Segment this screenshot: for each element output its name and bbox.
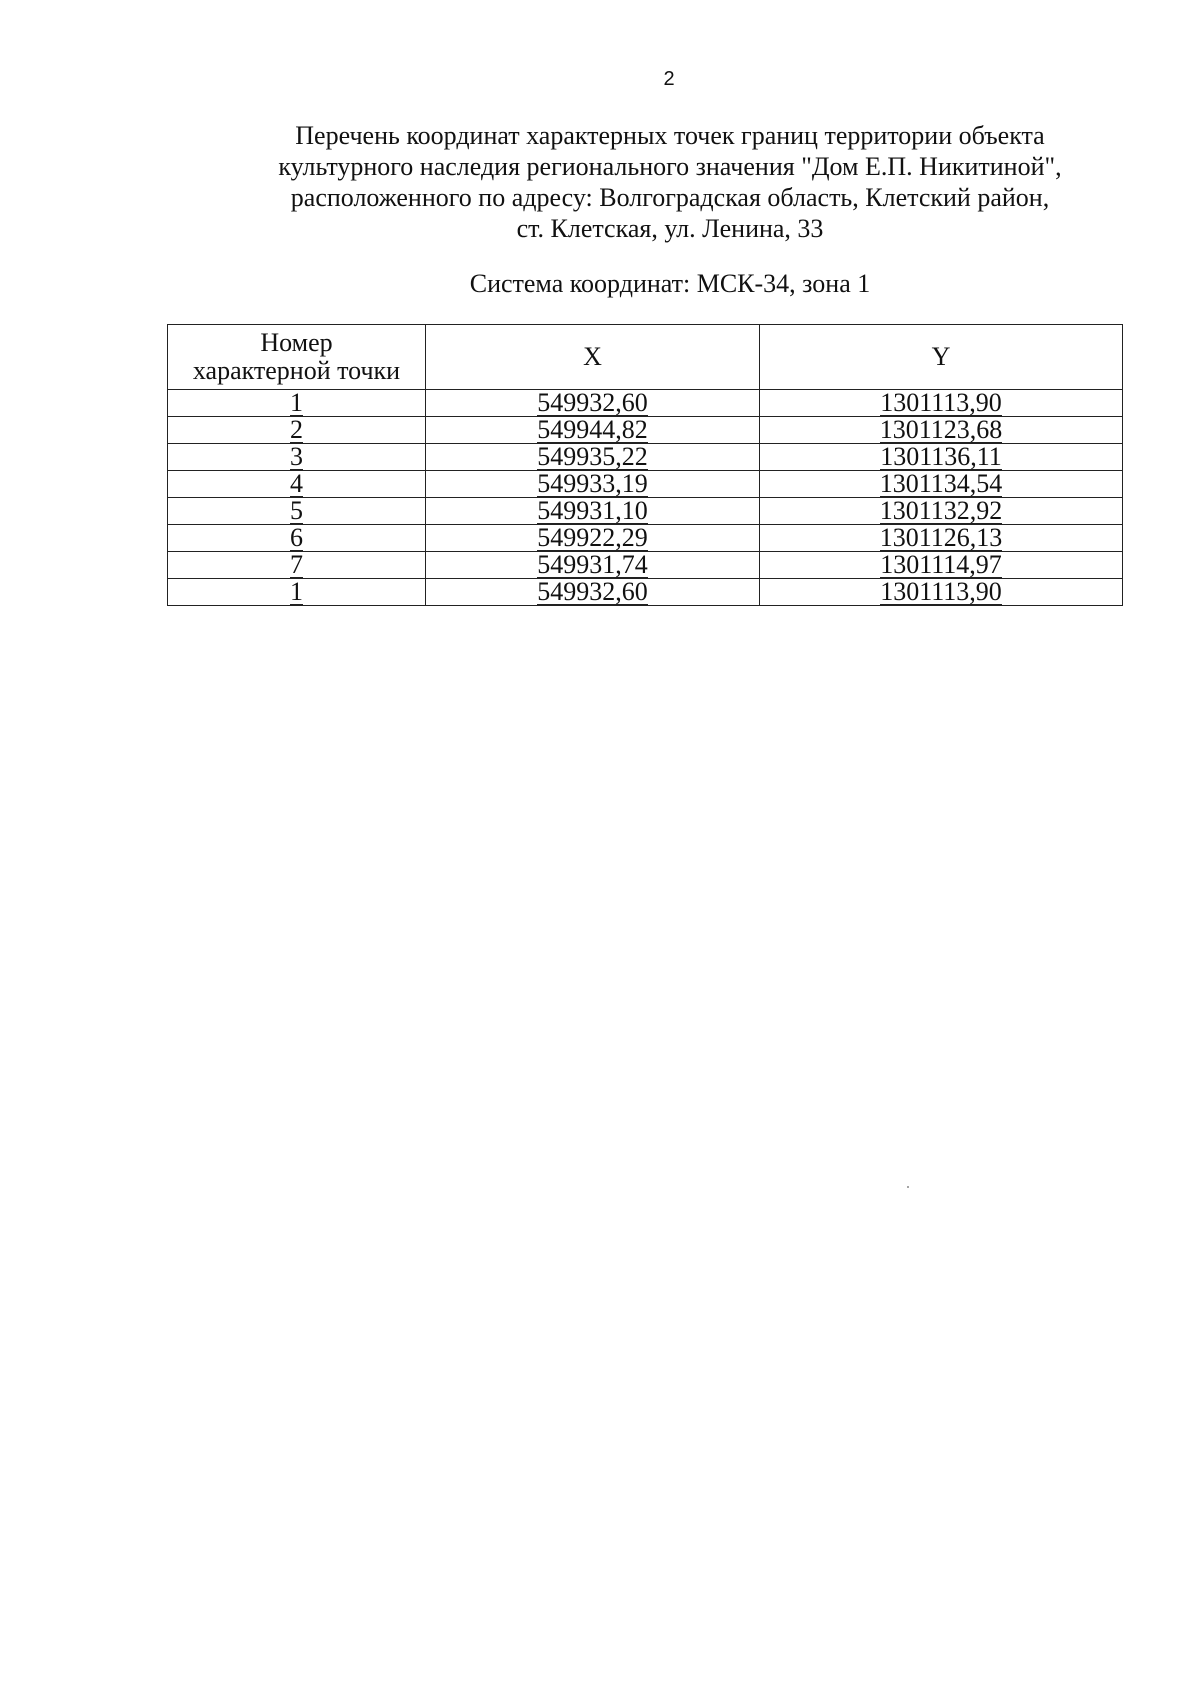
point-number: 3 <box>290 442 303 471</box>
point-cell <box>168 579 426 606</box>
table-header-row <box>168 325 1123 390</box>
point-number: 6 <box>290 523 303 552</box>
point-number: 1 <box>290 388 303 417</box>
x-value: 549933,19 <box>537 469 648 498</box>
x-value: 549932,60 <box>537 388 648 417</box>
header-y: Y <box>760 325 1123 390</box>
point-number: 4 <box>290 469 303 498</box>
document-title <box>180 120 1160 244</box>
x-cell <box>426 552 760 579</box>
y-value: 1301113,90 <box>880 388 1002 417</box>
x-cell <box>426 417 760 444</box>
x-cell <box>426 471 760 498</box>
y-value: 1301136,11 <box>880 442 1002 471</box>
header-point-number <box>168 325 426 390</box>
y-cell <box>760 525 1123 552</box>
x-value: 549931,74 <box>537 550 648 579</box>
title-line: культурного наследия регионального значения "Дом Е.П. Никитиной", <box>278 152 1062 181</box>
table-row <box>168 444 1123 471</box>
x-cell <box>426 579 760 606</box>
point-cell <box>168 444 426 471</box>
title-line: ст. Клетская, ул. Ленина, 33 <box>516 214 824 243</box>
y-cell <box>760 471 1123 498</box>
y-value: 1301132,92 <box>879 496 1003 525</box>
x-cell <box>426 444 760 471</box>
point-number: 1 <box>290 577 303 606</box>
y-value: 1301114,97 <box>880 550 1002 579</box>
y-cell <box>760 579 1123 606</box>
coordinates-table <box>167 324 1123 606</box>
coordinate-system-caption: Система координат: МСК-34, зона 1 <box>469 269 871 298</box>
table-row <box>168 579 1123 606</box>
y-cell <box>760 417 1123 444</box>
y-value: 1301126,13 <box>879 523 1003 552</box>
x-cell <box>426 390 760 417</box>
y-value: 1301134,54 <box>879 469 1003 498</box>
header-point-line1: Номер <box>260 328 333 357</box>
table-row <box>168 498 1123 525</box>
x-value: 549931,10 <box>537 496 648 525</box>
table-row <box>168 525 1123 552</box>
table-row <box>168 390 1123 417</box>
point-cell <box>168 498 426 525</box>
x-value: 549932,60 <box>537 577 648 606</box>
header-x: X <box>426 325 760 390</box>
title-line: Перечень координат характерных точек границ территории объекта <box>295 121 1045 150</box>
x-cell <box>426 525 760 552</box>
y-cell <box>760 552 1123 579</box>
x-value: 549922,29 <box>537 523 648 552</box>
y-cell <box>760 444 1123 471</box>
point-number: 2 <box>290 415 303 444</box>
table-row <box>168 417 1123 444</box>
point-cell <box>168 390 426 417</box>
point-cell <box>168 552 426 579</box>
x-value: 549935,22 <box>537 442 648 471</box>
point-cell <box>168 417 426 444</box>
y-value: 1301123,68 <box>879 415 1003 444</box>
point-cell <box>168 471 426 498</box>
y-cell <box>760 498 1123 525</box>
x-value: 549944,82 <box>537 415 648 444</box>
scan-speck <box>907 1186 909 1188</box>
x-cell <box>426 498 760 525</box>
point-cell <box>168 525 426 552</box>
table-row <box>168 552 1123 579</box>
title-line: расположенного по адресу: Волгоградская область, Клетский район, <box>290 183 1050 212</box>
header-point-line2: характерной точки <box>192 356 401 385</box>
point-number: 7 <box>290 550 303 579</box>
y-value: 1301113,90 <box>880 577 1002 606</box>
point-number: 5 <box>290 496 303 525</box>
y-cell <box>760 390 1123 417</box>
page-number: 2 <box>663 68 675 90</box>
table-row <box>168 471 1123 498</box>
